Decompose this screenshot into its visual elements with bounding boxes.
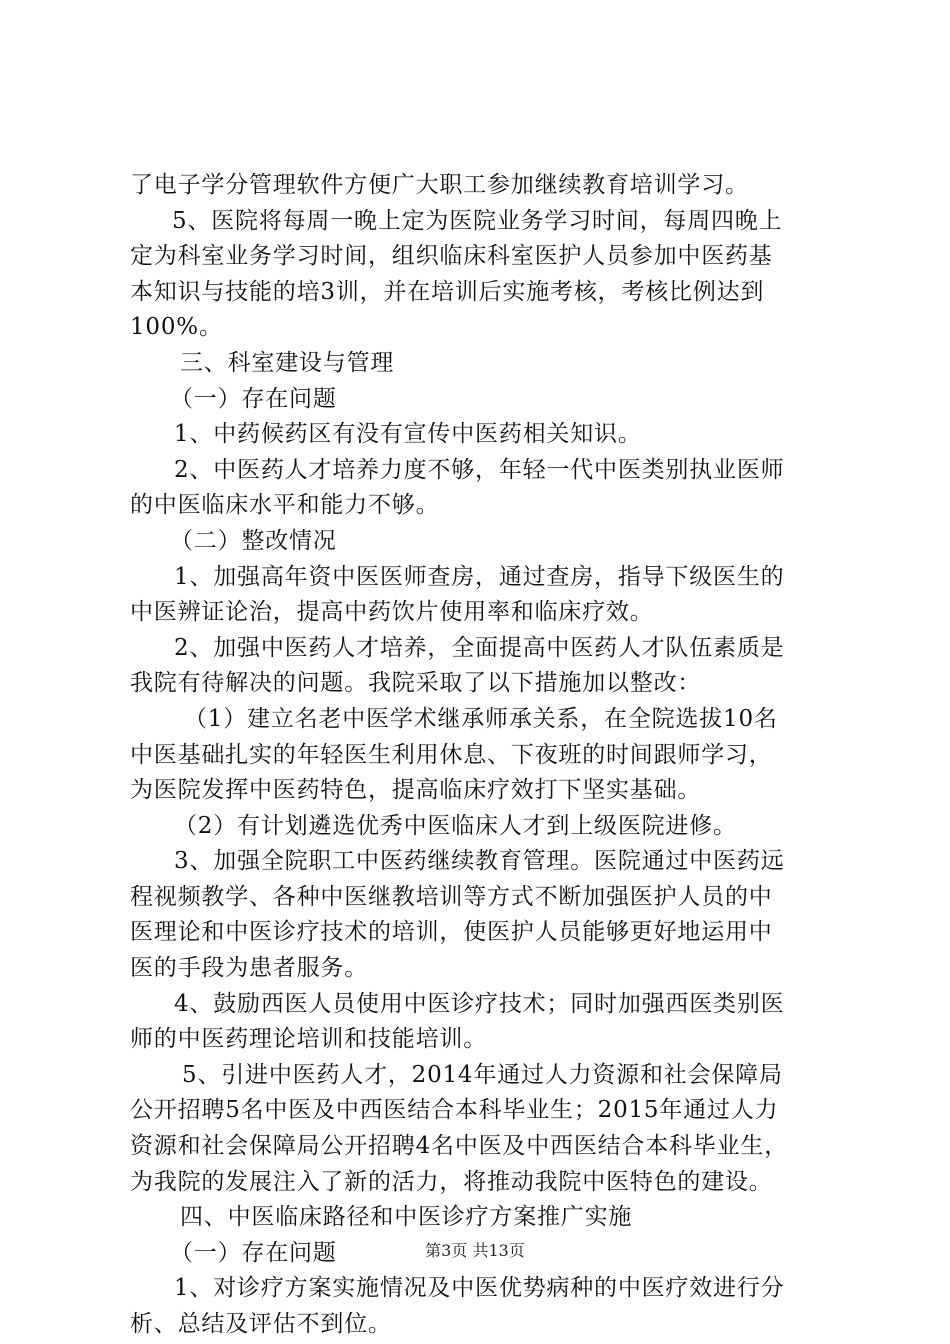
text-line: 4、鼓励西医人员使用中医诊疗技术；同时加强西医类别医: [174, 990, 785, 1017]
text-line: 2、中医药人才培养力度不够，年轻一代中医类别执业医师: [174, 456, 785, 483]
text-line: 四、中医临床路径和中医诊疗方案推广实施: [180, 1204, 633, 1231]
text-line: 中医辨证论治，提高中药饮片使用率和临床疗效。: [130, 599, 654, 626]
text-line: （二）整改情况: [170, 527, 337, 554]
text-line: 5、医院将每周一晚上定为医院业务学习时间，每周四晚上: [172, 207, 783, 234]
text-line: 100%。: [130, 314, 223, 341]
document-body: [130, 168, 850, 1343]
text-line: （一）存在问题: [170, 385, 337, 412]
text-line: 中医基础扎实的年轻医生利用休息、下夜班的时间跟师学习，: [130, 741, 773, 768]
text-line: 析、总结及评估不到位。: [130, 1311, 392, 1337]
text-line: 5、引进中医药人才，2014年通过人力资源和社会保障局: [182, 1061, 783, 1088]
text-line: 我院有待解决的问题。我院采取了以下措施加以整改：: [130, 670, 702, 697]
text-line: 定为科室业务学习时间，组织临床科室医护人员参加中医药基: [130, 243, 773, 270]
text-line: 为医院发挥中医药特色，提高临床疗效打下坚实基础。: [130, 777, 702, 804]
text-line: 3、加强全院职工中医药继续教育管理。医院通过中医药远: [174, 848, 785, 875]
text-line: 本知识与技能的培3训，并在培训后实施考核，考核比例达到: [130, 278, 765, 305]
text-line: 1、加强高年资中医医师查房，通过查房，指导下级医生的: [174, 563, 785, 590]
page-footer: 第3页 共13页: [425, 1241, 525, 1260]
text-line: （2）有计划遴选优秀中医临床人才到上级医院进修。: [174, 812, 737, 839]
text-line: 为我院的发展注入了新的活力，将推动我院中医特色的建设。: [130, 1168, 773, 1195]
text-line: 2、加强中医药人才培养，全面提高中医药人才队伍素质是: [174, 634, 785, 661]
text-line: 程视频教学、各种中医继教培训等方式不断加强医护人员的中: [130, 883, 773, 910]
text-line: （1）建立名老中医学术继承师承关系，在全院选拔10名: [184, 705, 778, 732]
text-line: 的中医临床水平和能力不够。: [130, 492, 440, 519]
text-line: 医理论和中医诊疗技术的培训，使医护人员能够更好地运用中: [130, 919, 773, 946]
text-line: 三、科室建设与管理: [180, 349, 395, 376]
text-line: （一）存在问题: [170, 1239, 337, 1266]
text-line: 师的中医药理论培训和技能培训。: [130, 1026, 487, 1053]
text-line: 资源和社会保障局公开招聘4名中医及中西医结合本科毕业生，: [130, 1133, 789, 1160]
text-line: 公开招聘5名中医及中西医结合本科毕业生；2015年通过人力: [130, 1097, 779, 1124]
text-line: 了电子学分管理软件方便广大职工参加继续教育培训学习。: [130, 172, 749, 198]
text-line: 1、中药候药区有没有宣传中医药相关知识。: [174, 421, 642, 448]
text-line: 1、对诊疗方案实施情况及中医优势病种的中医疗效进行分: [174, 1275, 785, 1302]
text-line: 医的手段为患者服务。: [130, 955, 368, 982]
